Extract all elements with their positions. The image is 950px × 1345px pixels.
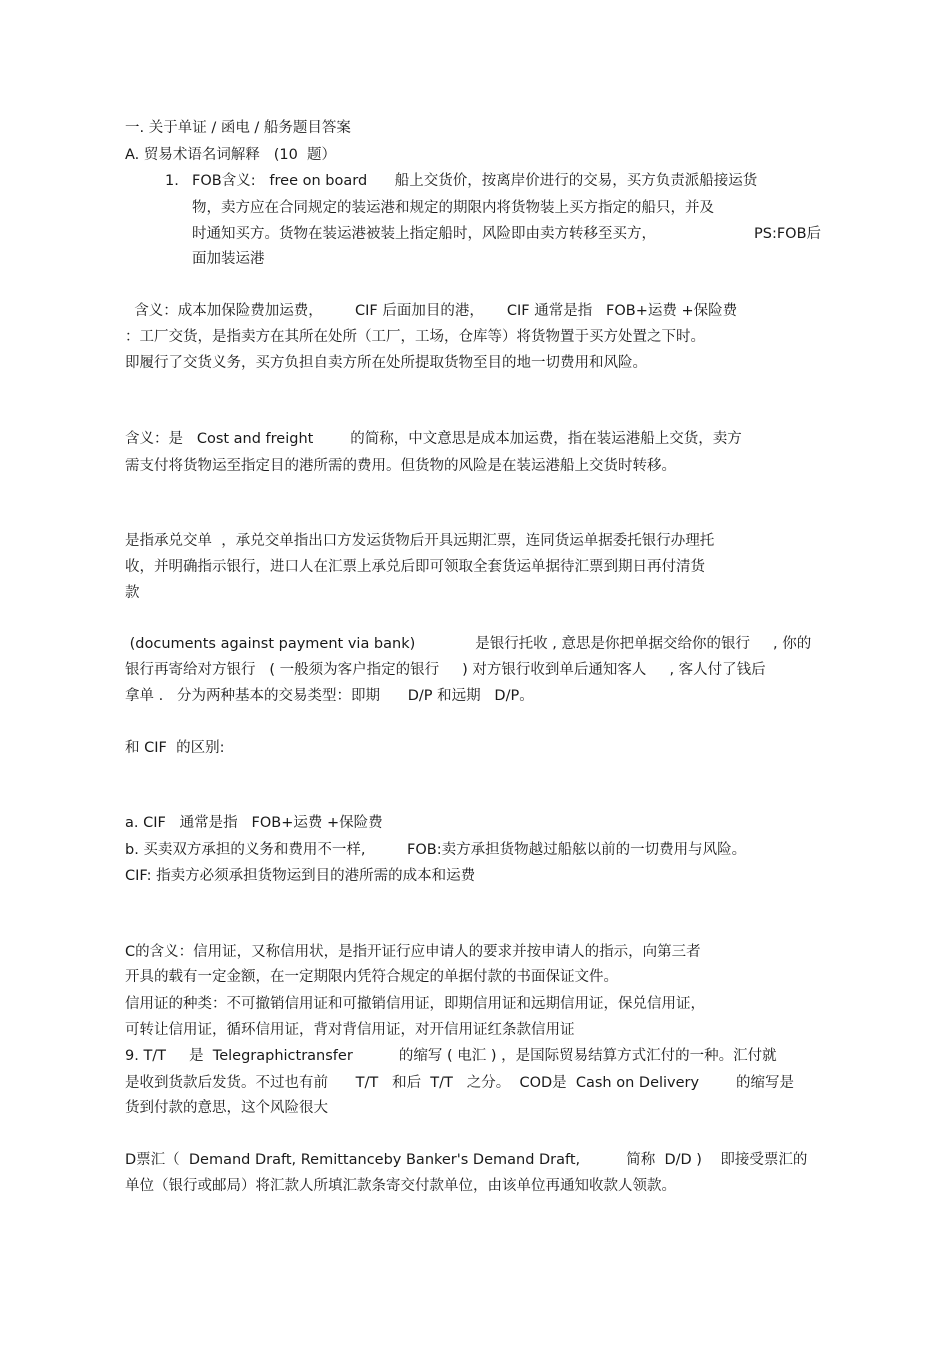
text-line: 拿单 . 分为两种基本的交易类型：即期 D/P 和远期 D/P。 bbox=[125, 688, 534, 704]
text-line: 款 bbox=[125, 585, 140, 601]
text-line: C的含义：信用证，又称信用状，是指开证行应申请人的要求并按申请人的指示，向第三者 bbox=[125, 944, 701, 960]
text-line: 需支付将货物运至指定目的港所需的费用。但货物的风险是在装运港船上交货时转移。 bbox=[125, 458, 676, 474]
text-line: 单位（银行或邮局）将汇款人所填汇款条寄交付款单位，由该单位再通知收款人领款。 bbox=[125, 1178, 676, 1194]
text-line: 银行再寄给对方银行 ( 一般须为客户指定的银行 ) 对方银行收到单后通知客人 , 客人付了钱后 bbox=[125, 662, 766, 678]
text-line: 含义：成本加保险费加运费， CIF 后面加目的港， CIF 通常是指 FOB+运费 +保险费 bbox=[125, 303, 738, 319]
text-line: 和 CIF 的区别: bbox=[125, 740, 225, 756]
text-line: 9. T/T 是 Telegraphictransfer 的缩写 ( 电汇 ) ，是国际贸易结算方式汇付的一种。汇付就 bbox=[125, 1048, 777, 1064]
text-line: 是指承兑交单 ，承兑交单指出口方发运货物后开具远期汇票，连同货运单据委托银行办理托 bbox=[125, 533, 715, 549]
text-line-tail: PS:FOB后 bbox=[754, 226, 822, 242]
text-line: CIF: 指卖方必须承担货物运到目的港所需的成本和运费 bbox=[125, 868, 476, 884]
text-line: 是收到货款后发货。不过也有前 T/T 和后 T/T 之分。 COD是 Cash on Delivery 的缩写是 bbox=[125, 1075, 794, 1091]
text-line: 货到付款的意思，这个风险很大 bbox=[125, 1100, 328, 1116]
text-line: 含义：是 Cost and freight 的简称，中文意思是成本加运费，指在装运港船上交货，卖方 bbox=[125, 431, 742, 447]
text-line: 物，卖方应在合同规定的装运港和规定的期限内将货物装上买方指定的船只，并及 bbox=[192, 200, 714, 216]
text-line: D票汇（ Demand Draft, Remittanceby Banker's Demand Draft, 简称 D/D ) 即接受票汇的 bbox=[125, 1152, 808, 1168]
subsection-heading: A. 贸易术语名词解释 (10 题） bbox=[125, 147, 337, 163]
text-line: 开具的载有一定金额，在一定期限内凭符合规定的单据付款的书面保证文件。 bbox=[125, 969, 618, 985]
text-line: 收，并明确指示银行，进口人在汇票上承兑后即可领取全套货运单据待汇票到期日再付清货 bbox=[125, 559, 705, 575]
text-line: FOB含义: free on board 船上交货价，按离岸价进行的交易，买方负责派船接运货 bbox=[192, 173, 758, 189]
text-line: 信用证的种类：不可撤销信用证和可撤销信用证，即期信用证和远期信用证，保兑信用证， bbox=[125, 996, 705, 1012]
item-number: 1. bbox=[165, 173, 179, 189]
text-line: 即履行了交货义务，买方负担自卖方所在处所提取货物至目的地一切费用和风险。 bbox=[125, 355, 647, 371]
text-line: a. CIF 通常是指 FOB+运费 +保险费 bbox=[125, 815, 383, 831]
text-line: b. 买卖双方承担的义务和费用不一样, FOB:卖方承担货物越过船舷以前的一切费用与风险。 bbox=[125, 842, 747, 858]
text-line: ：工厂交货，是指卖方在其所在处所（工厂，工场，仓库等）将货物置于买方处置之下时。 bbox=[125, 329, 705, 345]
text-line: 时通知买方。货物在装运港被装上指定船时，风险即由卖方转移至买方， bbox=[192, 226, 656, 242]
text-line: (documents against payment via bank) 是银行托收 , 意思是你把单据交给你的银行 , 你的 bbox=[125, 636, 812, 652]
text-line: 面加装运港 bbox=[192, 251, 265, 267]
text-line: 可转让信用证，循环信用证，背对背信用证，对开信用证红条款信用证 bbox=[125, 1022, 575, 1038]
section-heading: 一. 关于单证 / 函电 / 船务题目答案 bbox=[125, 120, 351, 136]
